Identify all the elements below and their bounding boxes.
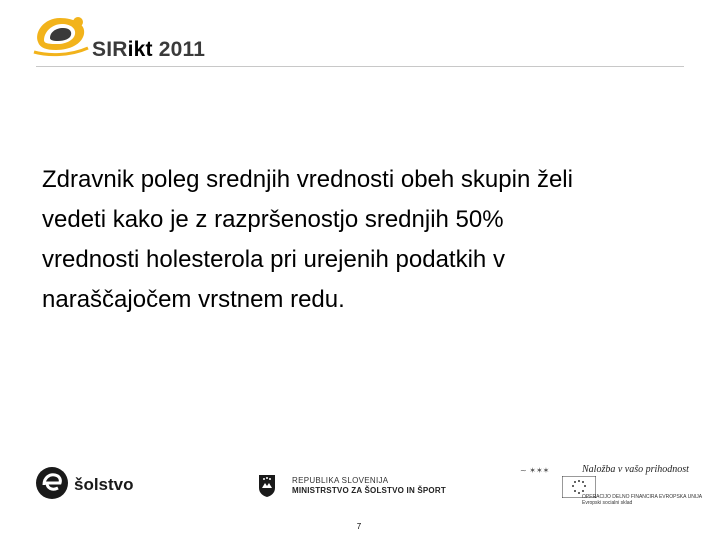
sirikt-logo-icon: [30, 12, 92, 58]
esolstvo-logo: [34, 465, 149, 505]
ministry-line-1: REPUBLIKA SLOVENIJA: [292, 476, 389, 485]
eu-title: Naložba v vašo prihodnost: [582, 464, 689, 475]
logo-prefix: SIR: [92, 38, 128, 61]
ministry-line-2: MINISTRSTVO ZA ŠOLSTVO IN ŠPORT: [292, 486, 446, 495]
ministry-logo: [258, 474, 468, 500]
eu-sub-line-1: OPERACIJO DELNO FINANCIRA EVROPSKA UNIJA: [582, 494, 703, 500]
eu-subtitle: [582, 494, 702, 506]
eu-sub-line-2: Evropski socialni sklad: [582, 500, 633, 506]
body-line-2: vedeti kako je z razpršenostjo srednjih 50%: [42, 206, 504, 233]
slide-body-text: [42, 160, 692, 320]
body-line-1: Zdravnik poleg srednjih vrednosti obeh skupin želi: [42, 166, 573, 193]
body-line-3: vrednosti holesterola pri urejenih podatkih v: [42, 246, 505, 273]
eu-funding-logo: [520, 464, 703, 512]
sirikt-logo-text: [92, 38, 205, 62]
logo-ikt: ikt: [127, 38, 153, 61]
decorative-stars-icon: [520, 464, 560, 476]
logo-year: 2011: [152, 38, 206, 61]
body-line-4: naraščajočem vrstnem redu.: [42, 286, 345, 313]
esolstvo-label: šolstvo: [74, 475, 134, 494]
svg-text:~ ✶✶✶: ~ ✶✶✶: [520, 466, 550, 475]
page-number: 7: [356, 522, 362, 531]
slide-header: [0, 0, 720, 70]
header-divider: [36, 66, 684, 67]
esolstvo-e-icon: [34, 465, 70, 501]
slovenia-crest-icon: [258, 474, 276, 498]
